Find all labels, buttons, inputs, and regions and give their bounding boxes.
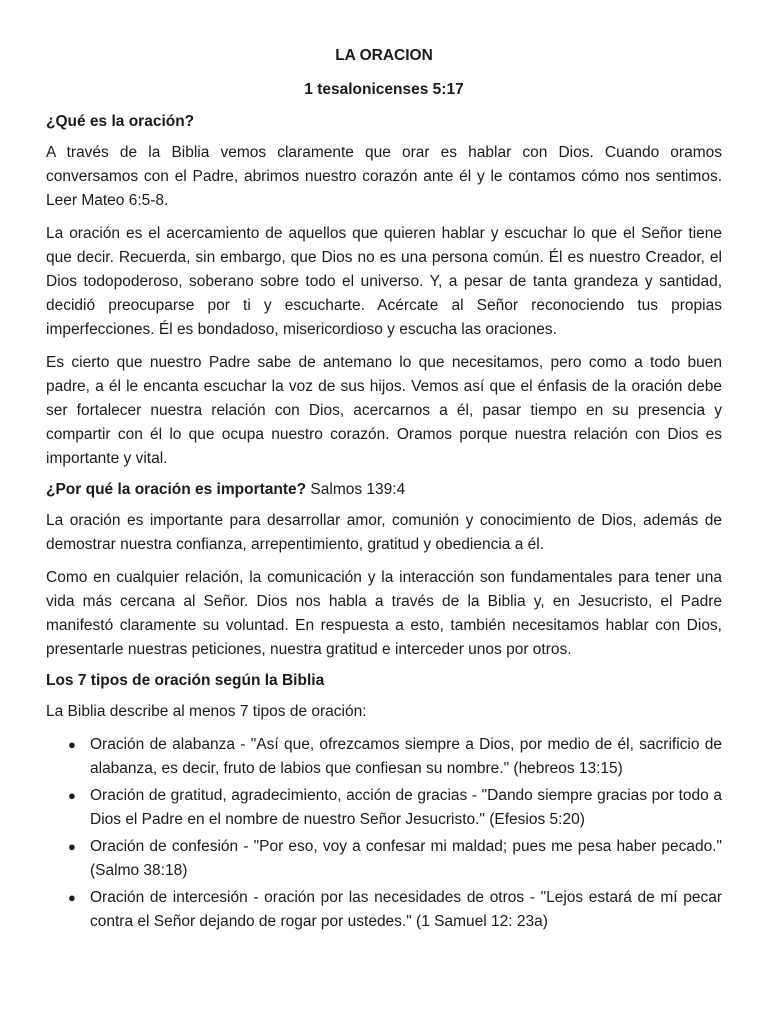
list-item-text: Oración de alabanza - "Así que, ofrezcamos siempre a Dios, por medio de él, sacrificio de alabanza, es decir, fruto de labios que confiesan su nombre." (hebreos 13:15) (90, 736, 722, 777)
list-item-text: Oración de intercesión - oración por las necesidades de otros - "Lejos estará de mí pecar contra el Señor dejando de rogar por ustedes." (1 Samuel 12: 23a) (90, 889, 722, 930)
section-heading-why-prayer-important (46, 480, 722, 500)
bullet-icon: ● (68, 788, 76, 803)
prayer-types-list (46, 733, 722, 934)
paragraph: Como en cualquier relación, la comunicación y la interacción son fundamentales para tener una vida más cercana al Señor. Dios nos habla a través de la Biblia y, en Jesucristo, el Padre manifestó claramente su voluntad. En respuesta a esto, también necesitamos hablar con Dios, presentarle nuestras peticiones, nuestra gratitud e interceder unos por otros. (46, 569, 722, 658)
list-item (46, 886, 722, 934)
list-item (46, 835, 722, 883)
paragraph: La oración es el acercamiento de aquellos que quieren hablar y escuchar lo que el Señor tiene que decir. Recuerda, sin embargo, que Dios no es una persona común. Él es nuestro Creador, el Dios todopoderoso, soberano sobre todo el universo. Y, a pesar de tanta grandeza y santidad, decidió preocuparse por ti y escucharte. Acércate al Señor reconociendo tus propias imperfecciones. Él es bondadoso, misericordioso y escucha las oraciones. (46, 225, 722, 338)
list-item-text: Oración de confesión - "Por eso, voy a confesar mi maldad; pues me pesa haber pecado." (Salmo 38:18) (90, 838, 722, 879)
bullet-icon: ● (68, 839, 76, 854)
paragraph: Es cierto que nuestro Padre sabe de antemano lo que necesitamos, pero como a todo buen padre, a él le encanta escuchar la voz de sus hijos. Vemos así que el énfasis de la oración debe ser fortalecer nuestra relación con Dios, acercarnos a él, pasar tiempo en su presencia y compartir con él lo que ocupa nuestro corazón. Oramos porque nuestra relación con Dios es importante y vital. (46, 354, 722, 467)
list-item (46, 733, 722, 781)
heading-text: ¿Por qué la oración es importante? (46, 481, 307, 498)
section-heading-prayer-types: Los 7 tipos de oración según la Biblia (46, 672, 325, 689)
bullet-icon: ● (68, 890, 76, 905)
list-item-text: Oración de gratitud, agradecimiento, acción de gracias - "Dando siempre gracias por todo a Dios el Padre en el nombre de nuestro Señor Jesucristo." (Efesios 5:20) (90, 787, 722, 828)
page-title: LA ORACION (335, 47, 433, 64)
paragraph: A través de la Biblia vemos claramente que orar es hablar con Dios. Cuando oramos conversamos con el Padre, abrimos nuestro corazón ante él y le contamos cómo nos sentimos. Leer Mateo 6:5-8. (46, 144, 722, 209)
heading-reference: Salmos 139:4 (306, 481, 406, 498)
page-subtitle: 1 tesalonicenses 5:17 (304, 81, 464, 98)
section-heading-what-is-prayer: ¿Qué es la oración? (46, 113, 195, 130)
paragraph: La oración es importante para desarrollar amor, comunión y conocimiento de Dios, además de demostrar nuestra confianza, arrepentimiento, gratitud y obediencia a él. (46, 512, 722, 553)
bullet-icon: ● (68, 737, 76, 752)
paragraph: La Biblia describe al menos 7 tipos de oración: (46, 703, 367, 720)
list-item (46, 784, 722, 832)
